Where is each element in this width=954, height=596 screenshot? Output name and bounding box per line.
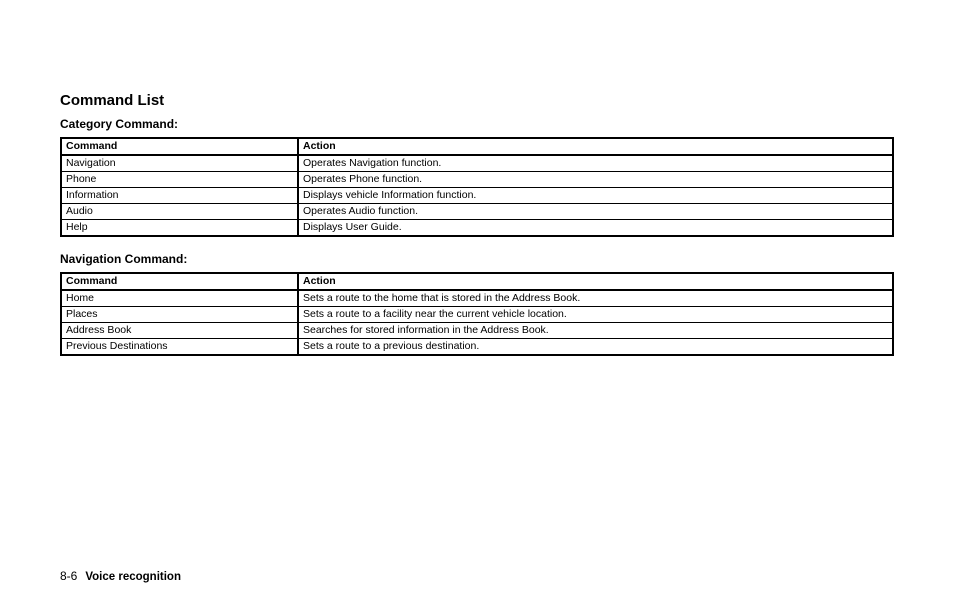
command-cell: Phone [61,172,298,188]
command-cell: Places [61,307,298,323]
page-number: 8-6 [60,569,78,583]
table-row [61,307,893,323]
action-cell: Operates Phone function. [298,172,893,188]
table-row [61,188,893,204]
table-row [61,220,893,237]
navigation-command-table [60,272,894,356]
command-cell: Help [61,220,298,237]
command-cell: Address Book [61,323,298,339]
table-header-row [61,138,893,155]
command-cell: Navigation [61,155,298,172]
table-row [61,339,893,356]
table-row [61,323,893,339]
column-header-command: Command [61,273,298,290]
column-header-action: Action [298,273,893,290]
table-row [61,172,893,188]
page-title: Command List [60,92,165,109]
table-row [61,290,893,307]
column-header-command: Command [61,138,298,155]
action-cell: Displays User Guide. [298,220,893,237]
column-header-action: Action [298,138,893,155]
command-cell: Previous Destinations [61,339,298,356]
command-cell: Home [61,290,298,307]
command-cell: Audio [61,204,298,220]
footer-section-name: Voice recognition [85,571,181,583]
navigation-command-heading: Navigation Command: [60,252,188,266]
category-command-table [60,137,894,237]
table-row [61,204,893,220]
action-cell: Operates Navigation function. [298,155,893,172]
table-header-row [61,273,893,290]
action-cell: Displays vehicle Information function. [298,188,893,204]
action-cell: Searches for stored information in the Address Book. [298,323,893,339]
page-footer [60,569,181,583]
command-cell: Information [61,188,298,204]
table-row [61,155,893,172]
action-cell: Sets a route to a facility near the current vehicle location. [298,307,893,323]
category-command-heading: Category Command: [60,117,179,131]
action-cell: Sets a route to the home that is stored in the Address Book. [298,290,893,307]
action-cell: Operates Audio function. [298,204,893,220]
action-cell: Sets a route to a previous destination. [298,339,893,356]
